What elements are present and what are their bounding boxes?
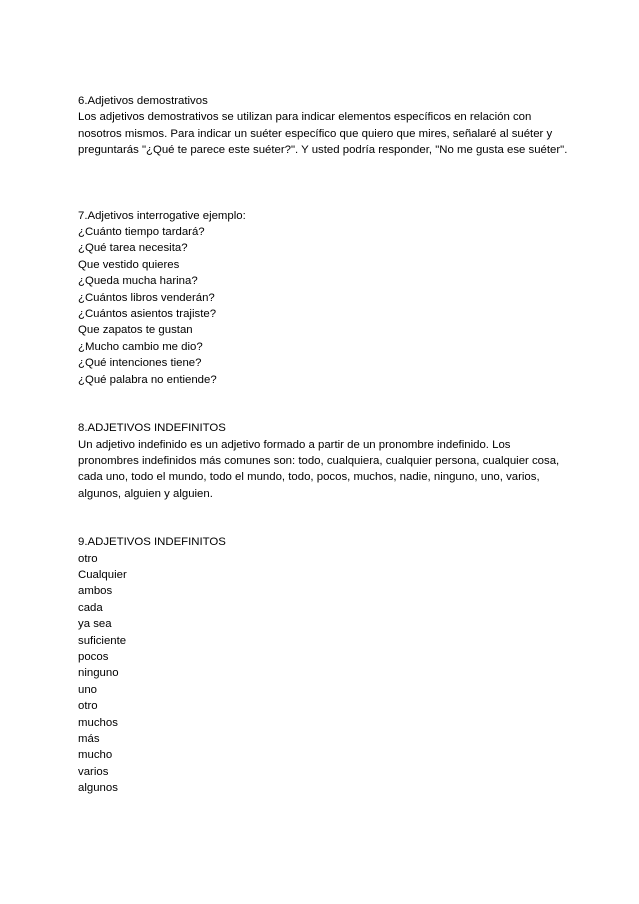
list-item: cada bbox=[78, 601, 103, 614]
section-heading: 9.ADJETIVOS INDEFINITOS bbox=[78, 536, 226, 549]
section-body: Los adjetivos demostrativos se utilizan para indicar elementos específicos en relación con nosotros mismos. Para indicar un suéter específico que quiero que mires, señalaré al suéter y preguntarás "¿Qué te parece este suéter?". Y usted podría responder, "No me gusta ese suéter". bbox=[78, 111, 568, 157]
list-item: otro bbox=[78, 552, 98, 565]
list-item: ¿Cuántos asientos trajiste? bbox=[78, 308, 217, 321]
list-item: Que zapatos te gustan bbox=[78, 324, 193, 337]
list-item: muchos bbox=[78, 716, 118, 729]
section-indefinite-adjectives-list bbox=[78, 534, 568, 797]
list-item: suficiente bbox=[78, 634, 127, 647]
list-item: Cualquier bbox=[78, 568, 127, 581]
spacer bbox=[78, 502, 568, 534]
section-interrogative-adjectives bbox=[78, 208, 568, 388]
document-page bbox=[78, 93, 568, 797]
section-heading: 6.Adjetivos demostrativos bbox=[78, 95, 208, 107]
list-item: pocos bbox=[78, 650, 109, 663]
list-item: ¿Mucho cambio me dio? bbox=[78, 340, 203, 353]
section-heading: 7.Adjetivos interrogative ejemplo: bbox=[78, 209, 246, 222]
list-item: ¿Cuánto tiempo tardará? bbox=[78, 226, 205, 239]
list-item: otro bbox=[78, 700, 98, 713]
section-demonstrative-adjectives bbox=[78, 93, 568, 159]
spacer bbox=[78, 159, 568, 208]
list-item: ambos bbox=[78, 585, 113, 598]
section-indefinite-adjectives-definition bbox=[78, 420, 568, 502]
spacer bbox=[78, 388, 568, 420]
list-item: ¿Cuántos libros venderán? bbox=[78, 291, 215, 304]
list-item: más bbox=[78, 733, 100, 745]
list-item: ¿Qué tarea necesita? bbox=[78, 242, 188, 255]
list-item: ¿Queda mucha harina? bbox=[78, 275, 198, 288]
section-heading: 8.ADJETIVOS INDEFINITOS bbox=[78, 422, 226, 435]
list-item: ninguno bbox=[78, 667, 119, 680]
example-list bbox=[78, 224, 568, 388]
section-body: Un adjetivo indefinido es un adjetivo formado a partir de un pronombre indefinido. Los pronombres indefinidos más comunes son: todo, cualquiera, cualquier persona, cualquier cosa, cada uno, todo el mundo, todo el mundo, todo, pocos, muchos, nadie, ninguno, uno, varios, algunos, alguien y alguien. bbox=[78, 438, 560, 500]
list-item: ya sea bbox=[78, 618, 112, 631]
list-item: varios bbox=[78, 765, 109, 778]
list-item: mucho bbox=[78, 749, 113, 762]
list-item: ¿Qué intenciones tiene? bbox=[78, 357, 202, 370]
list-item: ¿Qué palabra no entiende? bbox=[78, 373, 217, 386]
list-item: Que vestido quieres bbox=[78, 258, 180, 271]
list-item: uno bbox=[78, 683, 98, 696]
word-list bbox=[78, 551, 568, 797]
list-item: algunos bbox=[78, 782, 118, 795]
